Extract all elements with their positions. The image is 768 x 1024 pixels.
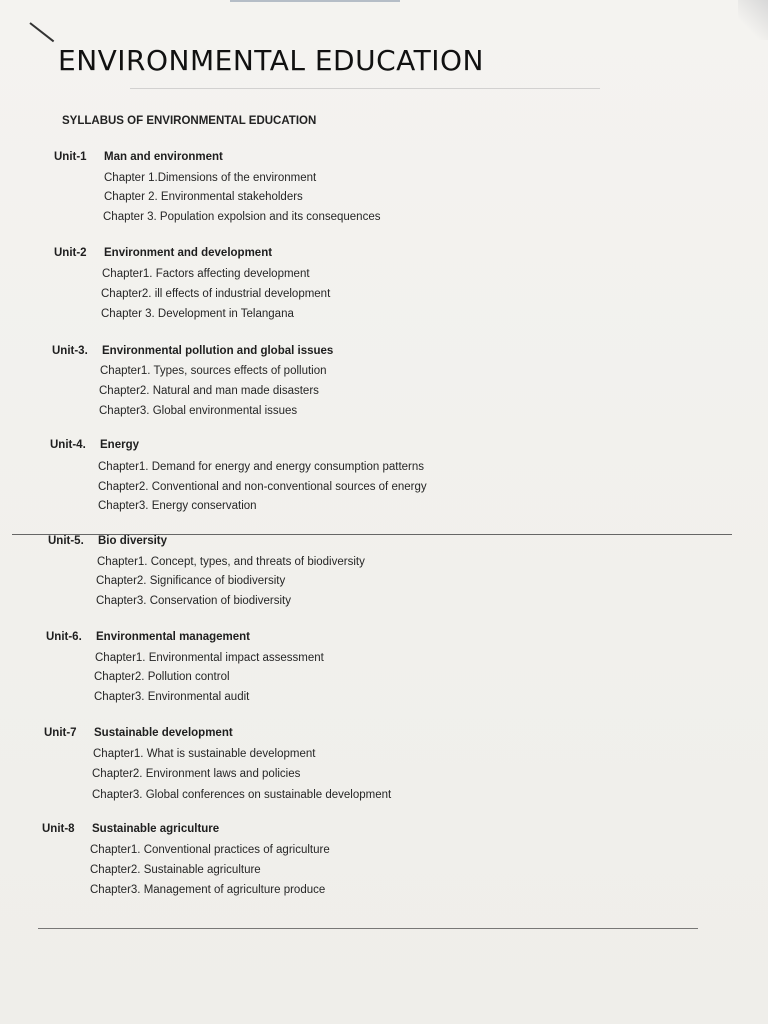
unit-code: Unit-1 (54, 151, 87, 163)
chapter-item: Chapter3. Management of agriculture produce (90, 884, 326, 896)
unit-code: Unit-5. (48, 535, 84, 547)
unit-code: Unit-2 (54, 247, 87, 259)
chapter-item: Chapter 2. Environmental stakeholders (104, 191, 303, 203)
unit-heading (52, 345, 333, 357)
unit-title: Energy (100, 439, 139, 451)
chapter-item: Chapter2. Conventional and non-conventional sources of energy (98, 481, 427, 493)
page-title: ENVIRONMENTAL EDUCATION (58, 44, 484, 77)
title-underline (130, 88, 600, 89)
unit-heading (54, 247, 272, 259)
unit-code: Unit-8 (42, 823, 75, 835)
bottom-divider-line (38, 928, 698, 929)
unit-heading (46, 631, 250, 643)
chapter-item: Chapter 1.Dimensions of the environment (104, 172, 317, 184)
page-corner-shadow (738, 0, 768, 40)
chapter-item: Chapter1. Environmental impact assessment (95, 652, 324, 664)
chapter-item: Chapter2. ill effects of industrial development (101, 288, 331, 300)
chapter-item: Chapter2. Environment laws and policies (92, 768, 301, 780)
chapter-item: Chapter1. Demand for energy and energy consumption patterns (98, 461, 425, 473)
chapter-item: Chapter2. Significance of biodiversity (96, 575, 286, 587)
chapter-item: Chapter2. Natural and man made disasters (99, 385, 319, 397)
chapter-item: Chapter3. Conservation of biodiversity (96, 595, 291, 607)
unit-title: Man and environment (104, 151, 223, 163)
chapter-item: Chapter3. Global environmental issues (99, 405, 298, 417)
chapter-item: Chapter 3. Population expolsion and its consequences (103, 211, 381, 223)
chapter-item: Chapter1. Concept, types, and threats of biodiversity (97, 556, 365, 568)
unit-title: Sustainable development (94, 727, 233, 739)
top-edge-mark (230, 0, 400, 2)
unit-heading (54, 151, 223, 163)
chapter-item: Chapter1. Types, sources effects of pollution (100, 365, 327, 377)
unit-title: Environmental management (96, 631, 251, 643)
chapter-item: Chapter1. What is sustainable development (93, 748, 316, 760)
unit-title: Sustainable agriculture (92, 823, 220, 835)
unit-title: Environment and development (104, 247, 273, 259)
unit-heading (48, 535, 167, 547)
unit-title: Bio diversity (98, 535, 168, 547)
pen-stroke-mark (29, 22, 54, 42)
chapter-item: Chapter2. Pollution control (94, 671, 230, 683)
unit-heading (42, 823, 219, 835)
unit-heading (44, 727, 233, 739)
chapter-item: Chapter2. Sustainable agriculture (90, 864, 261, 876)
syllabus-heading: SYLLABUS OF ENVIRONMENTAL EDUCATION (62, 115, 317, 127)
chapter-item: Chapter1. Conventional practices of agriculture (90, 844, 330, 856)
chapter-item: Chapter3. Energy conservation (98, 500, 257, 512)
chapter-item: Chapter1. Factors affecting development (102, 268, 310, 280)
unit-title: Environmental pollution and global issues (102, 345, 334, 357)
unit-code: Unit-7 (44, 727, 77, 739)
unit-code: Unit-6. (46, 631, 82, 643)
unit-code: Unit-3. (52, 345, 88, 357)
chapter-item: Chapter3. Global conferences on sustainable development (92, 789, 392, 801)
chapter-item: Chapter3. Environmental audit (94, 691, 250, 703)
chapter-item: Chapter 3. Development in Telangana (101, 308, 294, 320)
unit-code: Unit-4. (50, 439, 86, 451)
unit-heading (50, 439, 139, 451)
